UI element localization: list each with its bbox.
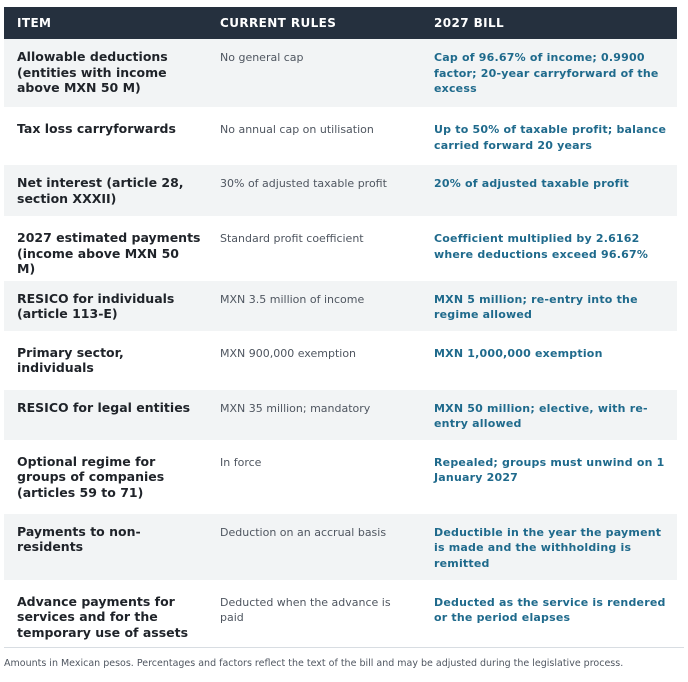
current-rules-cell: 30% of adjusted taxable profit: [207, 163, 421, 218]
table-row: [4, 512, 677, 582]
bill-cell: MXN 1,000,000 exemption: [421, 333, 677, 388]
item-cell: 2027 estimated payments (income above MXN 50 M): [4, 218, 207, 279]
table-row: [4, 218, 677, 279]
current-rules-cell: No annual cap on utilisation: [207, 109, 421, 163]
header-current-rules: CURRENT RULES: [207, 7, 421, 39]
current-rules-cell: MXN 900,000 exemption: [207, 333, 421, 388]
bill-cell: Deductible in the year the payment is made and the withholding is remitted: [421, 512, 677, 582]
item-cell: Payments to non-residents: [4, 512, 207, 582]
item-cell: RESICO for legal entities: [4, 388, 207, 442]
table-header: [4, 7, 677, 39]
header-row: [4, 7, 677, 39]
table-row: [4, 388, 677, 442]
table-row: [4, 279, 677, 333]
current-rules-cell: MXN 3.5 million of income: [207, 279, 421, 333]
bill-cell: Cap of 96.67% of income; 0.9900 factor; 20-year carryforward of the excess: [421, 39, 677, 109]
table-row: [4, 39, 677, 109]
table-row: [4, 163, 677, 218]
bill-cell: Up to 50% of taxable profit; balance carried forward 20 years: [421, 109, 677, 163]
bill-cell: 20% of adjusted taxable profit: [421, 163, 677, 218]
header-item: ITEM: [4, 7, 207, 39]
current-rules-cell: Standard profit coefficient: [207, 218, 421, 279]
header-2027-bill: 2027 BILL: [421, 7, 677, 39]
bill-cell: MXN 5 million; re-entry into the regime allowed: [421, 279, 677, 333]
bill-cell: Deducted as the service is rendered or the period elapses: [421, 582, 677, 652]
table-row: [4, 109, 677, 163]
item-cell: Advance payments for services and for the temporary use of assets: [4, 582, 207, 652]
item-cell: Optional regime for groups of companies (articles 59 to 71): [4, 442, 207, 512]
current-rules-cell: In force: [207, 442, 421, 512]
item-cell: Tax loss carryforwards: [4, 109, 207, 163]
item-cell: Net interest (article 28, section XXXII): [4, 163, 207, 218]
table-row: [4, 582, 677, 652]
table-body: [4, 39, 677, 652]
item-cell: Primary sector, individuals: [4, 333, 207, 388]
bill-cell: Repealed; groups must unwind on 1 January 2027: [421, 442, 677, 512]
bill-cell: Coefficient multiplied by 2.6162 where deductions exceed 96.67%: [421, 218, 677, 279]
footnote: Amounts in Mexican pesos. Percentages and factors reflect the text of the bill and may be adjusted during the legislative process.: [4, 647, 684, 669]
current-rules-cell: Deduction on an accrual basis: [207, 512, 421, 582]
current-rules-cell: Deducted when the advance is paid: [207, 582, 421, 652]
comparison-table: [4, 7, 677, 654]
item-cell: Allowable deductions (entities with income above MXN 50 M): [4, 39, 207, 109]
bill-cell: MXN 50 million; elective, with re-entry allowed: [421, 388, 677, 442]
item-cell: RESICO for individuals (article 113-E): [4, 279, 207, 333]
current-rules-cell: MXN 35 million; mandatory: [207, 388, 421, 442]
table-row: [4, 333, 677, 388]
current-rules-cell: No general cap: [207, 39, 421, 109]
table-row: [4, 442, 677, 512]
